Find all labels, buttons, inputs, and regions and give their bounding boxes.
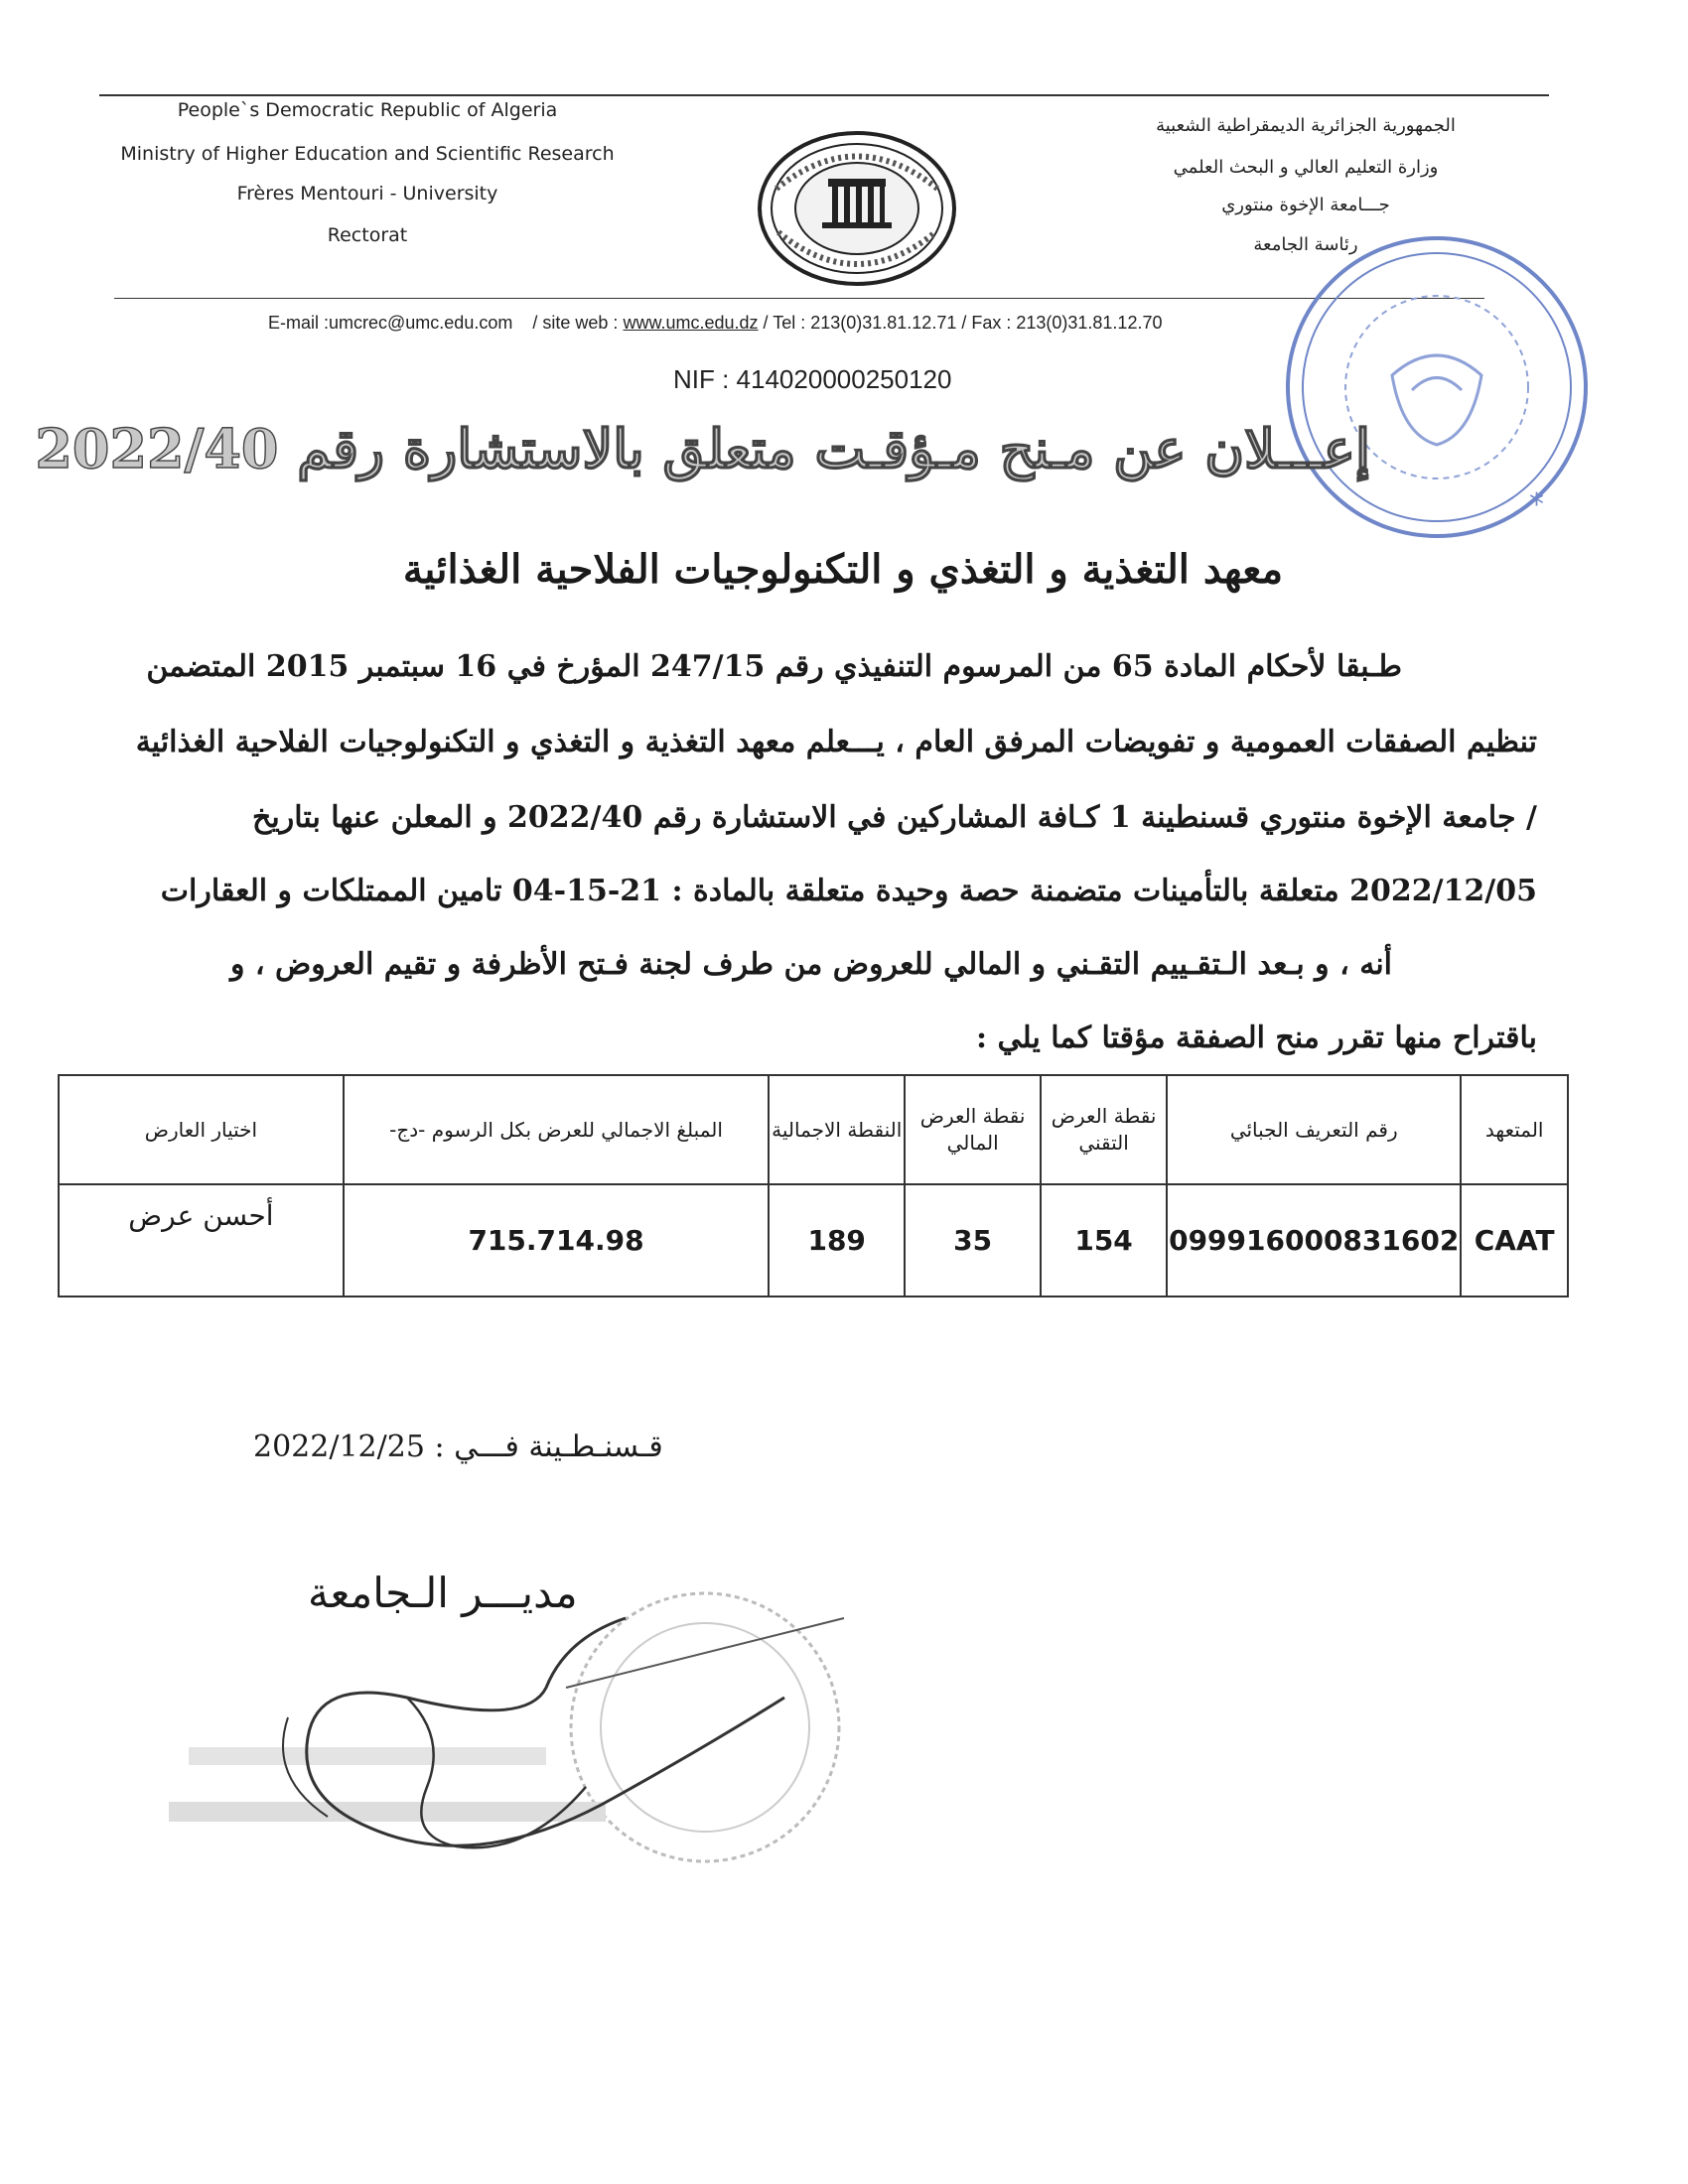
contact-site-label: / site web : [532,313,619,333]
cell-bidder: CAAT [1461,1184,1568,1297]
university-logo [757,129,957,288]
cell-total-score: 189 [769,1184,905,1297]
header-rectorat: Rectorat [327,224,408,246]
header-country: People`s Democratic Republic of Algeria [177,99,558,121]
svg-text:*: * [1529,487,1544,522]
institute-name: معهد التغذية و التغذي و التكنولوجيات الفلاحية الغذائية [402,546,1283,593]
signer-title: مديـــر الـجامعة [308,1569,578,1617]
cell-total-amount: 715.714.98 [344,1184,769,1297]
header-financial-score: نقطة العرض المالي [905,1075,1041,1184]
cell-technical-score: 154 [1041,1184,1167,1297]
signature-stamp [149,1578,864,1936]
header-tax-id: رقم التعريف الجبائي [1167,1075,1461,1184]
header-technical-score: نقطة العرض التقني [1041,1075,1167,1184]
header-total-amount: المبلغ الاجمالي للعرض بكل الرسوم -دج- [344,1075,769,1184]
body-line-3: / جامعة الإخوة منتوري قسنطينة 1 كـافة المشاركين في الاستشارة رقم 2022/40 و المعلن عنها بتاريخ [252,800,1537,835]
table-header-row [59,1075,1568,1184]
header-rectorat-ar: رئاسة الجامعة [1253,234,1358,255]
body-line-6: باقتراح منها تقرر منح الصفقة مؤقتا كما يلي : [976,1021,1537,1055]
header-ministry-ar: وزارة التعليم العالي و البحث العلمي [1173,157,1439,178]
award-table [58,1074,1569,1297]
body-line-5: أنه ، و بـعد الـتقـييم التقـني و المالي للعروض من طرف لجنة فـتح الأظرفة و تقيم العروض ، و [229,947,1392,982]
body-line-4: 2022/12/05 متعلقة بالتأمينات متضمنة حصة وحيدة متعلقة بالمادة : 21-15-04 تامين الممتلكات و العقارات [160,874,1537,908]
contact-email[interactable]: E-mail :umcrec@umc.edu.com [268,313,513,333]
header-country-ar: الجمهورية الجزائرية الديمقراطية الشعبية [1156,115,1456,136]
issue-date: قـسنـطـينة فـــي : 2022/12/25 [253,1430,663,1464]
cell-selection: أحسن عرض [59,1184,344,1297]
nif-number: NIF : 414020000250120 [673,364,952,394]
body-line-2: تنظيم الصفقات العمومية و تفويضات المرفق العام ، يـــعلم معهد التغذية و التغذي و التكنولوجيات الفلاحية الغذائية [135,725,1537,759]
header-top-rule [99,94,1549,96]
header-university: Frères Mentouri - University [236,183,498,205]
round-stamp [1273,226,1601,549]
cell-tax-id: 099916000831602 [1167,1184,1461,1297]
header-ministry: Ministry of Higher Education and Scientific Research [120,143,615,165]
contact-line [268,313,1380,334]
contact-tel-fax: / Tel : 213(0)31.81.12.71 / Fax : 213(0)31.81.12.70 [763,313,1163,333]
body-line-1: طـبقا لأحكام المادة 65 من المرسوم التنفيذي رقم 247/15 المؤرخ في 16 سبتمبر 2015 المتضمن [146,649,1402,684]
header-total-score: النقطة الاجمالية [769,1075,905,1184]
table-row [59,1184,1568,1297]
cell-financial-score: 35 [905,1184,1041,1297]
header-university-ar: جـــامعة الإخوة منتوري [1221,195,1390,215]
header-bidder: المتعهد [1461,1075,1568,1184]
header-selection: اختيار العارض [59,1075,344,1184]
page-title: إعـــلان عن مـنح مـؤقـت متعلق بالاستشارة رقم 2022/40 [35,417,1370,480]
contact-site-link[interactable]: www.umc.edu.dz [623,313,759,333]
